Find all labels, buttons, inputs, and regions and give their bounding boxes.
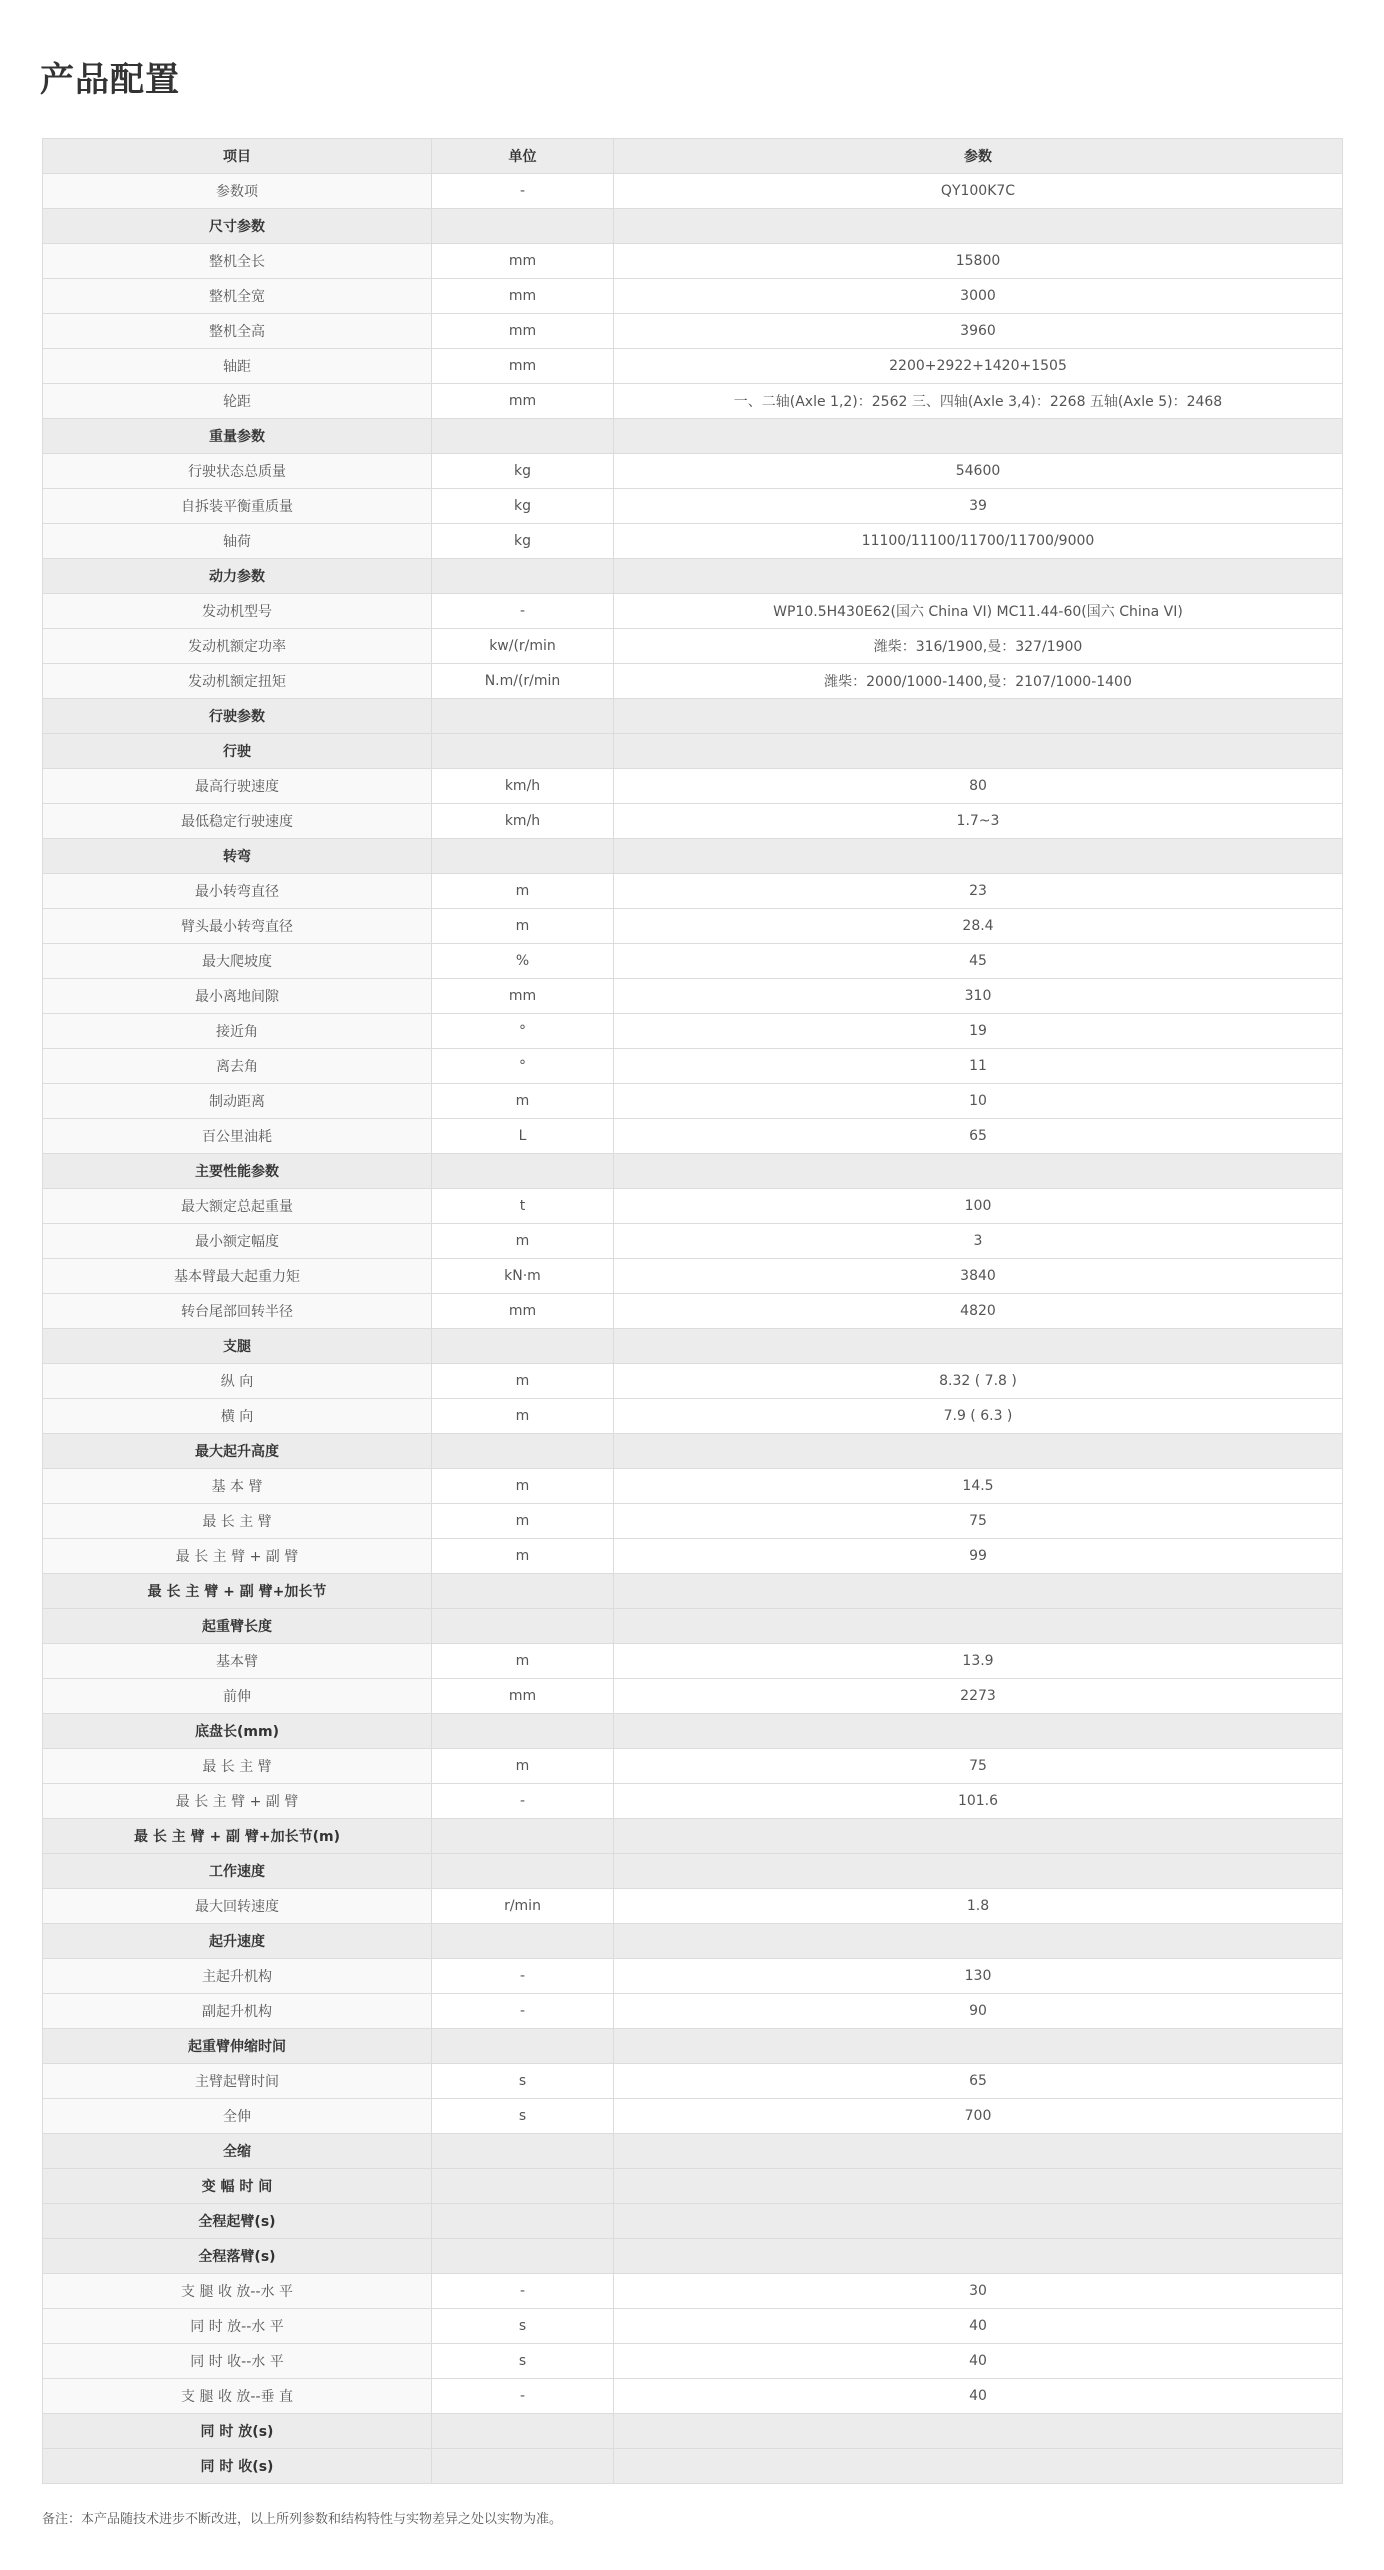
cell-unit: [432, 839, 614, 874]
table-row: [43, 1994, 1343, 2029]
cell-item: 轮距: [43, 384, 432, 419]
cell-value: 11: [614, 1049, 1343, 1084]
table-row: [43, 1189, 1343, 1224]
section-row: [43, 1714, 1343, 1749]
cell-item: 臂头最小转弯直径: [43, 909, 432, 944]
cell-item: 发动机额定扭矩: [43, 664, 432, 699]
cell-unit: [432, 1819, 614, 1854]
section-row: [43, 2029, 1343, 2064]
cell-item: 起升速度: [43, 1924, 432, 1959]
cell-value: [614, 2169, 1343, 2204]
cell-value: 3: [614, 1224, 1343, 1259]
cell-value: 310: [614, 979, 1343, 1014]
cell-unit: -: [432, 174, 614, 209]
cell-unit: m: [432, 1084, 614, 1119]
table-row: [43, 1959, 1343, 1994]
cell-unit: m: [432, 1504, 614, 1539]
table-row: [43, 874, 1343, 909]
cell-value: [614, 2449, 1343, 2484]
cell-value: 80: [614, 769, 1343, 804]
cell-value: [614, 2239, 1343, 2274]
cell-item: 接近角: [43, 1014, 432, 1049]
cell-item: 变 幅 时 间: [43, 2169, 432, 2204]
cell-item: 最 长 主 臂 + 副 臂: [43, 1539, 432, 1574]
section-row: [43, 209, 1343, 244]
table-row: [43, 1469, 1343, 1504]
cell-value: 15800: [614, 244, 1343, 279]
table-row: [43, 2064, 1343, 2099]
cell-item: 主要性能参数: [43, 1154, 432, 1189]
cell-unit: [432, 559, 614, 594]
cell-unit: t: [432, 1189, 614, 1224]
section-row: [43, 2204, 1343, 2239]
cell-value: [614, 1434, 1343, 1469]
cell-unit: kg: [432, 524, 614, 559]
cell-unit: m: [432, 1469, 614, 1504]
cell-item: 同 时 收(s): [43, 2449, 432, 2484]
table-row: [43, 454, 1343, 489]
cell-item: 最大额定总起重量: [43, 1189, 432, 1224]
cell-value: 75: [614, 1504, 1343, 1539]
cell-item: 全伸: [43, 2099, 432, 2134]
cell-item: 整机全高: [43, 314, 432, 349]
cell-item: 轴距: [43, 349, 432, 384]
cell-value: 一、二轴(Axle 1,2)：2562 三、四轴(Axle 3,4)：2268 五轴(Axle 5)：2468: [614, 384, 1343, 419]
cell-unit: [432, 1609, 614, 1644]
cell-unit: [432, 2029, 614, 2064]
cell-unit: [432, 1154, 614, 1189]
cell-value: 1.7~3: [614, 804, 1343, 839]
cell-unit: km/h: [432, 804, 614, 839]
section-row: [43, 559, 1343, 594]
table-row: [43, 2274, 1343, 2309]
cell-item: 最低稳定行驶速度: [43, 804, 432, 839]
cell-item: 最 长 主 臂: [43, 1749, 432, 1784]
cell-value: [614, 699, 1343, 734]
section-row: [43, 1434, 1343, 1469]
table-row: [43, 1784, 1343, 1819]
cell-unit: -: [432, 2379, 614, 2414]
cell-value: [614, 209, 1343, 244]
cell-value: 7.9 ( 6.3 ): [614, 1399, 1343, 1434]
cell-value: 75: [614, 1749, 1343, 1784]
cell-value: 99: [614, 1539, 1343, 1574]
cell-item: 横 向: [43, 1399, 432, 1434]
cell-item: 轴荷: [43, 524, 432, 559]
table-row: [43, 1539, 1343, 1574]
cell-unit: [432, 2414, 614, 2449]
cell-unit: m: [432, 1364, 614, 1399]
cell-unit: mm: [432, 979, 614, 1014]
table-row: [43, 1889, 1343, 1924]
page-title: 产品配置: [40, 60, 180, 100]
table-row: [43, 1014, 1343, 1049]
cell-item: 全程落臂(s): [43, 2239, 432, 2274]
cell-unit: -: [432, 2274, 614, 2309]
cell-value: [614, 2029, 1343, 2064]
cell-unit: [432, 1714, 614, 1749]
cell-value: [614, 1854, 1343, 1889]
cell-item: 同 时 收--水 平: [43, 2344, 432, 2379]
cell-item: 同 时 放--水 平: [43, 2309, 432, 2344]
cell-unit: m: [432, 909, 614, 944]
table-row: [43, 1364, 1343, 1399]
section-row: [43, 419, 1343, 454]
cell-unit: mm: [432, 279, 614, 314]
cell-item: 行驶参数: [43, 699, 432, 734]
cell-unit: [432, 209, 614, 244]
cell-unit: [432, 1574, 614, 1609]
table-row: [43, 944, 1343, 979]
cell-value: [614, 1609, 1343, 1644]
cell-value: 40: [614, 2379, 1343, 2414]
cell-unit: -: [432, 594, 614, 629]
section-row: [43, 1609, 1343, 1644]
table-row: [43, 2099, 1343, 2134]
cell-item: 基 本 臂: [43, 1469, 432, 1504]
cell-item: 转弯: [43, 839, 432, 874]
cell-value: [614, 734, 1343, 769]
cell-item: 全程起臂(s): [43, 2204, 432, 2239]
cell-item: 最小额定幅度: [43, 1224, 432, 1259]
cell-item: 起重臂伸缩时间: [43, 2029, 432, 2064]
table-row: [43, 1084, 1343, 1119]
table-row: [43, 909, 1343, 944]
section-row: [43, 1854, 1343, 1889]
cell-value: 39: [614, 489, 1343, 524]
cell-value: 65: [614, 1119, 1343, 1154]
table-row: [43, 1679, 1343, 1714]
cell-unit: N.m/(r/min: [432, 664, 614, 699]
section-row: [43, 1154, 1343, 1189]
cell-item: 最 长 主 臂 + 副 臂+加长节: [43, 1574, 432, 1609]
cell-unit: kg: [432, 454, 614, 489]
cell-unit: °: [432, 1014, 614, 1049]
cell-unit: mm: [432, 1679, 614, 1714]
table-row: [43, 664, 1343, 699]
cell-unit: [432, 1854, 614, 1889]
cell-item: 支 腿 收 放--垂 直: [43, 2379, 432, 2414]
cell-value: [614, 1154, 1343, 1189]
table-row: [43, 1644, 1343, 1679]
cell-item: 最大回转速度: [43, 1889, 432, 1924]
cell-unit: -: [432, 1784, 614, 1819]
table-row: [43, 1119, 1343, 1154]
cell-item: 整机全长: [43, 244, 432, 279]
cell-unit: [432, 1924, 614, 1959]
cell-unit: m: [432, 1224, 614, 1259]
cell-item: 参数项: [43, 174, 432, 209]
cell-unit: kw/(r/min: [432, 629, 614, 664]
section-row: [43, 734, 1343, 769]
cell-unit: L: [432, 1119, 614, 1154]
cell-value: [614, 2204, 1343, 2239]
cell-unit: m: [432, 1749, 614, 1784]
table-row: [43, 2379, 1343, 2414]
cell-item: 离去角: [43, 1049, 432, 1084]
cell-value: 8.32 ( 7.8 ): [614, 1364, 1343, 1399]
section-row: [43, 1574, 1343, 1609]
cell-value: 3960: [614, 314, 1343, 349]
cell-value: 23: [614, 874, 1343, 909]
cell-unit: s: [432, 2064, 614, 2099]
cell-item: 底盘长(mm): [43, 1714, 432, 1749]
cell-unit: [432, 2239, 614, 2274]
cell-item: 纵 向: [43, 1364, 432, 1399]
cell-item: 工作速度: [43, 1854, 432, 1889]
cell-item: 最 长 主 臂 + 副 臂+加长节(m): [43, 1819, 432, 1854]
cell-item: 最高行驶速度: [43, 769, 432, 804]
cell-unit: [432, 2134, 614, 2169]
cell-value: [614, 1574, 1343, 1609]
cell-value: 4820: [614, 1294, 1343, 1329]
cell-unit: km/h: [432, 769, 614, 804]
cell-item: 最 长 主 臂: [43, 1504, 432, 1539]
table-header-row: [43, 139, 1343, 174]
cell-item: 自拆装平衡重质量: [43, 489, 432, 524]
section-row: [43, 1924, 1343, 1959]
header-value: 参数: [614, 139, 1343, 174]
cell-unit: s: [432, 2099, 614, 2134]
table-row: [43, 174, 1343, 209]
cell-unit: mm: [432, 349, 614, 384]
cell-item: 最小转弯直径: [43, 874, 432, 909]
cell-unit: -: [432, 1959, 614, 1994]
cell-value: 19: [614, 1014, 1343, 1049]
section-row: [43, 2239, 1343, 2274]
cell-item: 制动距离: [43, 1084, 432, 1119]
table-row: [43, 244, 1343, 279]
cell-item: 行驶: [43, 734, 432, 769]
table-row: [43, 2344, 1343, 2379]
cell-item: 主起升机构: [43, 1959, 432, 1994]
table-row: [43, 314, 1343, 349]
table-row: [43, 524, 1343, 559]
cell-item: 最大爬坡度: [43, 944, 432, 979]
cell-item: 尺寸参数: [43, 209, 432, 244]
cell-unit: [432, 419, 614, 454]
cell-item: 百公里油耗: [43, 1119, 432, 1154]
cell-unit: s: [432, 2309, 614, 2344]
cell-item: 全缩: [43, 2134, 432, 2169]
cell-value: 潍柴：2000/1000-1400,曼：2107/1000-1400: [614, 664, 1343, 699]
cell-value: 130: [614, 1959, 1343, 1994]
cell-value: [614, 2134, 1343, 2169]
footnote: 备注：本产品随技术进步不断改进，以上所列参数和结构特性与实物差异之处以实物为准。: [42, 2512, 563, 2527]
cell-value: 90: [614, 1994, 1343, 2029]
cell-unit: [432, 734, 614, 769]
cell-unit: mm: [432, 384, 614, 419]
cell-value: 54600: [614, 454, 1343, 489]
table-row: [43, 1224, 1343, 1259]
cell-unit: kN·m: [432, 1259, 614, 1294]
table-row: [43, 979, 1343, 1014]
header-item: 项目: [43, 139, 432, 174]
cell-item: 起重臂长度: [43, 1609, 432, 1644]
cell-value: [614, 2414, 1343, 2449]
cell-unit: mm: [432, 314, 614, 349]
table-row: [43, 629, 1343, 664]
cell-unit: [432, 2204, 614, 2239]
table-row: [43, 2309, 1343, 2344]
cell-value: 100: [614, 1189, 1343, 1224]
cell-value: 28.4: [614, 909, 1343, 944]
cell-unit: [432, 1434, 614, 1469]
cell-unit: m: [432, 874, 614, 909]
table-row: [43, 1504, 1343, 1539]
cell-value: 11100/11100/11700/11700/9000: [614, 524, 1343, 559]
cell-item: 前伸: [43, 1679, 432, 1714]
spec-table: [42, 138, 1343, 2484]
cell-value: [614, 419, 1343, 454]
cell-unit: mm: [432, 244, 614, 279]
cell-unit: s: [432, 2344, 614, 2379]
section-row: [43, 839, 1343, 874]
table-row: [43, 1049, 1343, 1084]
cell-unit: r/min: [432, 1889, 614, 1924]
cell-item: 行驶状态总质量: [43, 454, 432, 489]
cell-item: 支腿: [43, 1329, 432, 1364]
cell-item: 最大起升高度: [43, 1434, 432, 1469]
header-unit: 单位: [432, 139, 614, 174]
cell-item: 发动机额定功率: [43, 629, 432, 664]
cell-value: 14.5: [614, 1469, 1343, 1504]
cell-value: [614, 1819, 1343, 1854]
cell-item: 同 时 放(s): [43, 2414, 432, 2449]
section-row: [43, 2169, 1343, 2204]
cell-value: 10: [614, 1084, 1343, 1119]
section-row: [43, 2449, 1343, 2484]
table-row: [43, 1259, 1343, 1294]
cell-value: WP10.5H430E62(国六 China VI) MC11.44-60(国六 China VI): [614, 594, 1343, 629]
table-row: [43, 1294, 1343, 1329]
cell-unit: [432, 2449, 614, 2484]
cell-value: 3840: [614, 1259, 1343, 1294]
cell-value: 3000: [614, 279, 1343, 314]
cell-value: 45: [614, 944, 1343, 979]
cell-item: 动力参数: [43, 559, 432, 594]
cell-value: [614, 559, 1343, 594]
cell-item: 重量参数: [43, 419, 432, 454]
cell-value: 2273: [614, 1679, 1343, 1714]
cell-value: 40: [614, 2309, 1343, 2344]
table-row: [43, 1399, 1343, 1434]
table-row: [43, 594, 1343, 629]
cell-value: 潍柴：316/1900,曼：327/1900: [614, 629, 1343, 664]
cell-value: [614, 1714, 1343, 1749]
cell-unit: %: [432, 944, 614, 979]
cell-unit: m: [432, 1644, 614, 1679]
cell-unit: [432, 699, 614, 734]
cell-item: 最小离地间隙: [43, 979, 432, 1014]
cell-value: 2200+2922+1420+1505: [614, 349, 1343, 384]
cell-value: [614, 1924, 1343, 1959]
cell-item: 基本臂: [43, 1644, 432, 1679]
table-row: [43, 349, 1343, 384]
table-row: [43, 279, 1343, 314]
cell-unit: [432, 2169, 614, 2204]
cell-item: 副起升机构: [43, 1994, 432, 2029]
cell-value: 13.9: [614, 1644, 1343, 1679]
cell-value: [614, 1329, 1343, 1364]
cell-item: 支 腿 收 放--水 平: [43, 2274, 432, 2309]
cell-unit: m: [432, 1539, 614, 1574]
cell-unit: -: [432, 1994, 614, 2029]
cell-value: 700: [614, 2099, 1343, 2134]
table-row: [43, 489, 1343, 524]
cell-item: 最 长 主 臂 + 副 臂: [43, 1784, 432, 1819]
section-row: [43, 2414, 1343, 2449]
cell-value: 40: [614, 2344, 1343, 2379]
cell-value: 101.6: [614, 1784, 1343, 1819]
cell-item: 转台尾部回转半径: [43, 1294, 432, 1329]
table-row: [43, 769, 1343, 804]
cell-unit: m: [432, 1399, 614, 1434]
cell-item: 整机全宽: [43, 279, 432, 314]
cell-unit: mm: [432, 1294, 614, 1329]
cell-item: 主臂起臂时间: [43, 2064, 432, 2099]
section-row: [43, 2134, 1343, 2169]
cell-unit: [432, 1329, 614, 1364]
cell-value: 1.8: [614, 1889, 1343, 1924]
section-row: [43, 1329, 1343, 1364]
cell-value: 30: [614, 2274, 1343, 2309]
table-row: [43, 384, 1343, 419]
cell-unit: kg: [432, 489, 614, 524]
section-row: [43, 1819, 1343, 1854]
section-row: [43, 699, 1343, 734]
cell-unit: °: [432, 1049, 614, 1084]
cell-value: [614, 839, 1343, 874]
cell-item: 基本臂最大起重力矩: [43, 1259, 432, 1294]
cell-item: 发动机型号: [43, 594, 432, 629]
table-row: [43, 1749, 1343, 1784]
cell-value: 65: [614, 2064, 1343, 2099]
table-row: [43, 804, 1343, 839]
cell-value: QY100K7C: [614, 174, 1343, 209]
